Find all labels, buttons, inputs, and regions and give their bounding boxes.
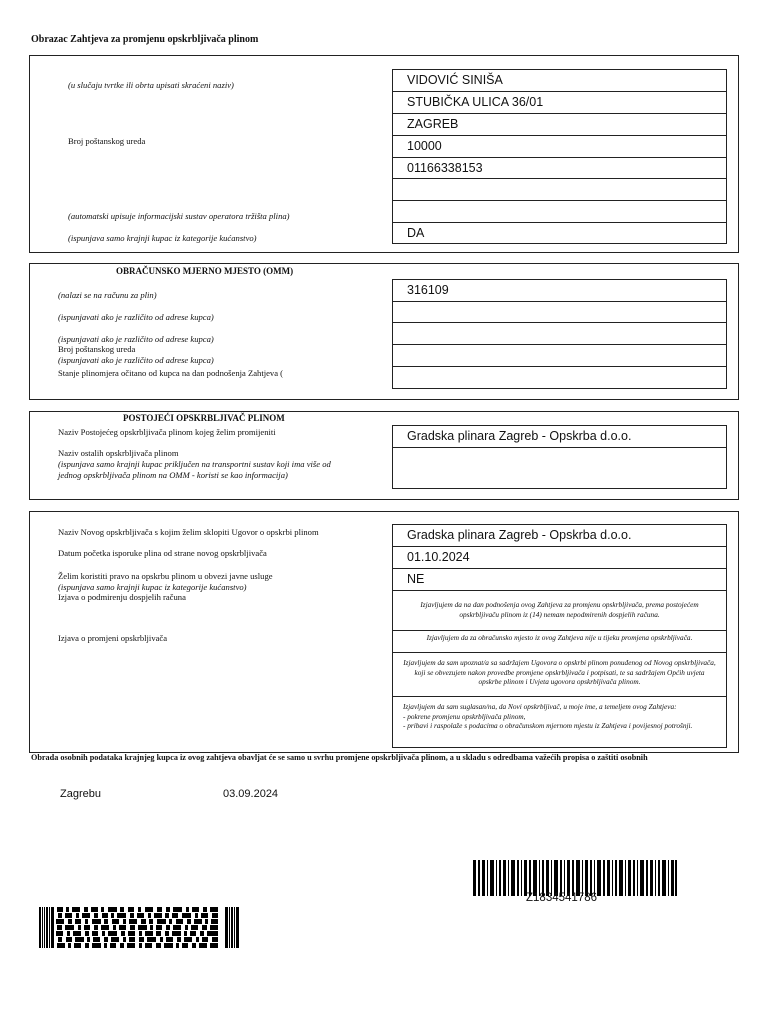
label-omm-address-3: (ispunjavati ako je različito od adrese kupca) [58,355,214,365]
label-postal-office: Broj poštanskog ureda [68,136,146,146]
label-new-supplier: Naziv Novog opskrbljivača s kojim želim sklopiti Ugovor o opskrbi plinom [58,527,319,537]
label-auto-filled: (automatski upisuje informacijski sustav operatora tržišta plina) [68,211,290,221]
label-start-date: Datum početka isporuke plina od strane novog opskrbljivača [58,548,267,558]
omm-city-field[interactable] [392,322,727,345]
privacy-footnote: Obrada osobnih podataka krajnjeg kupca iz ovog zahtjeva obavljat će se samo u svrhu promjene opskrbljivača plinom, a u skladu s odredbama važećih propisa o zaštiti osobnih [31,753,648,762]
label-other-suppliers-hint-2: jednog opskrbljivača plinom na OMM - koristi se kao informacija) [58,470,288,480]
omm-postal-field[interactable] [392,344,727,367]
label-other-suppliers: Naziv ostalih opskrbljivača plinom [58,448,179,458]
household-flag-field[interactable]: DA [392,222,727,244]
customer-oib-field[interactable]: 01166338153 [392,157,727,179]
public-service-field[interactable]: NE [392,568,727,591]
declaration-consent [392,696,727,748]
label-company-hint: (u slučaju tvrtke ili obrta upisati skraćeni naziv) [68,80,234,90]
meter-reading-field[interactable] [392,366,727,389]
label-household-only: (ispunjava samo krajnji kupac iz kategorije kućanstvo) [68,233,257,243]
label-omm-postal-office: Broj poštanskog ureda [58,344,136,354]
label-meter-reading: Stanje plinomjera očitano od kupca na dan podnošenja Zahtjeva ( [58,368,284,378]
label-change-declaration: Izjava o promjeni opskrbljivača [58,633,168,643]
signature-place: Zagrebu [60,788,101,800]
label-current-supplier: Naziv Postojećeg opskrbljivača plinom kojeg želim promijeniti [58,427,276,437]
signature-date: 03.09.2024 [223,788,279,800]
barcode-number: Z1834541786 [526,892,597,904]
omm-code-field[interactable]: 316109 [392,279,727,302]
declaration-bills: Izjavljujem da na dan podnošenja ovog Zahtjeva za promjenu opskrbljivača, prema postojećem opskrbljivaču plinom iz (14) nemam nepodmirenih dospjelih računa. [392,590,727,631]
barcode-1d [473,860,677,896]
customer-extra-field-2[interactable] [392,200,727,223]
customer-city-field[interactable]: ZAGREB [392,113,727,136]
label-bills-declaration: Izjava o podmirenju dospjelih računa [58,592,186,602]
current-supplier-field[interactable]: Gradska plinara Zagreb - Opskrba d.o.o. [392,425,727,448]
label-public-service: Želim koristiti pravo na opskrbu plinom u obvezi javne usluge [58,571,273,581]
label-public-service-hint: (ispunjava samo krajnji kupac iz kategorije kućanstvo) [58,582,247,592]
customer-street-field[interactable]: STUBIČKA ULICA 36/01 [392,91,727,114]
customer-extra-field-1[interactable] [392,178,727,201]
declaration-consent-line-3: - pribavi i raspolaže s podacima o obračunskom mjernom mjestu iz Zahtjeva i povijesnoj potrošnji. [403,721,693,731]
omm-address-field[interactable] [392,301,727,323]
form-title: Obrazac Zahtjeva za promjenu opskrbljivača plinom [31,34,259,45]
customer-postal-code-field[interactable]: 10000 [392,135,727,158]
label-omm-address-2: (ispunjavati ako je različito od adrese kupca) [58,334,214,344]
barcode-2d [39,907,239,948]
omm-heading: OBRAČUNSKO MJERNO MJESTO (OMM) [116,266,294,276]
other-suppliers-field[interactable] [392,447,727,489]
declaration-consent-line-2: - pokrene promjenu opskrbljivača plinom, [403,711,526,721]
new-supplier-field[interactable]: Gradska plinara Zagreb - Opskrba d.o.o. [392,524,727,547]
declaration-consent-line-1: Izjavljujem da sam suglasan/na, da Novi opskrbljivač, u moje ime, a temeljem ovog Zahtjeva: [403,702,677,711]
current-supplier-heading: POSTOJEĆI OPSKRBLJIVAČ PLINOM [123,413,285,423]
start-date-field[interactable]: 01.10.2024 [392,546,727,569]
declaration-no-change-in-progress: Izjavljujem da za obračunsko mjesto iz ovog Zahtjeva nije u tijeku promjena opskrbljivača. [392,630,727,653]
label-omm-address-1: (ispunjavati ako je različito od adrese kupca) [58,312,214,322]
customer-name-field[interactable]: VIDOVIĆ SINIŠA [392,69,727,92]
declaration-contract: Izjavljujem da sam upoznat/a sa sadržajem Ugovora o opskrbi plinom ponuđenog od Novog opskrbljivača, koji se obvezujem nakon provedbe promjene opskrbljivača i potpisati, te sa sadržajem Općih uvjeta opskrbe plinom i Uvjeta ugovora opskrbljivača plinom. [392,652,727,697]
label-other-suppliers-hint-1: (ispunjava samo krajnji kupac priključen na transportni sustav koji ima više od [58,459,331,469]
label-omm-on-bill: (nalazi se na računu za plin) [58,290,157,300]
